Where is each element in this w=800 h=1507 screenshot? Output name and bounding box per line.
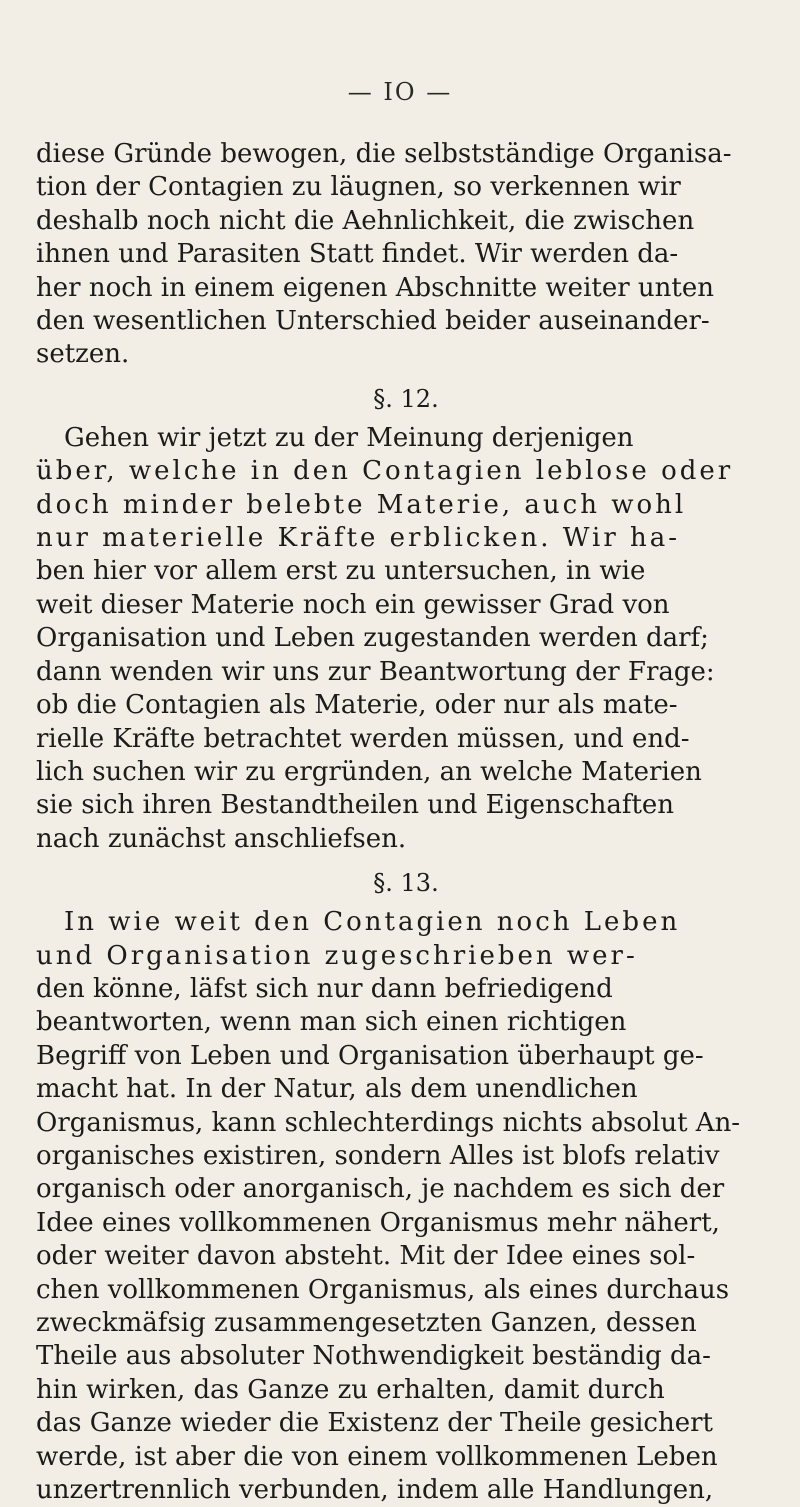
text-line: weit dieser Materie noch ein gewisser Grad von bbox=[36, 589, 670, 620]
text-line: setzen. bbox=[36, 339, 130, 370]
text-line: organisches existiren, sondern Alles ist blofs relativ bbox=[36, 1140, 720, 1171]
text-line: In wie weit den Contagien noch Leben bbox=[64, 907, 681, 938]
text-line: chen vollkommenen Organismus, als eines durchaus bbox=[36, 1274, 730, 1305]
text-line: organisch oder anorganisch, je nachdem es sich der bbox=[36, 1174, 725, 1205]
text-line: Theile aus absoluter Nothwendigkeit beständig da- bbox=[36, 1341, 711, 1372]
section-heading-13: §. 13. bbox=[373, 869, 439, 898]
text-line: unzertrennlich verbunden, indem alle Handlungen, bbox=[36, 1475, 714, 1506]
text-line: Gehen wir jetzt zu der Meinung derjenigen bbox=[64, 422, 634, 453]
paragraph-2 bbox=[36, 422, 776, 856]
text-line: doch minder belebte Materie, auch wohl bbox=[36, 489, 687, 520]
paragraph-3 bbox=[36, 906, 776, 1507]
text-line: ben hier vor allem erst zu untersuchen, in wie bbox=[36, 556, 646, 587]
text-line: ihnen und Parasiten Statt findet. Wir werden da- bbox=[36, 239, 679, 270]
text-line: deshalb noch nicht die Aehnlichkeit, die zwischen bbox=[36, 205, 695, 236]
text-line: Idee eines vollkommenen Organismus mehr nähert, bbox=[36, 1207, 720, 1238]
paragraph-1 bbox=[36, 138, 776, 372]
text-line: oder weiter davon absteht. Mit der Idee eines sol- bbox=[36, 1241, 696, 1272]
text-line: das Ganze wieder die Existenz der Theile gesichert bbox=[36, 1408, 713, 1439]
text-line: nur materielle Kräfte erblicken. Wir ha- bbox=[36, 523, 681, 554]
text-line: den könne, läfst sich nur dann befriedigend bbox=[36, 973, 613, 1004]
text-line: macht hat. In der Natur, als dem unendlichen bbox=[36, 1074, 638, 1105]
text-line: den wesentlichen Unterschied beider auseinander- bbox=[36, 306, 710, 337]
text-line: zweckmäfsig zusammengesetzten Ganzen, dessen bbox=[36, 1308, 697, 1338]
text-line: lich suchen wir zu ergründen, an welche Materien bbox=[36, 756, 702, 787]
text-line: über, welche in den Contagien leblose oder bbox=[36, 456, 734, 487]
text-line: hin wirken, das Ganze zu erhalten, damit durch bbox=[36, 1374, 665, 1405]
text-line: ob die Contagien als Materie, oder nur als mate- bbox=[36, 690, 678, 721]
text-line: diese Gründe bewogen, die selbstständige Organisa- bbox=[36, 139, 732, 169]
text-line: sie sich ihren Bestandtheilen und Eigenschaften bbox=[36, 790, 675, 821]
text-line: her noch in einem eigenen Abschnitte weiter unten bbox=[36, 272, 714, 303]
text-line: dann wenden wir uns zur Beantwortung der Frage: bbox=[36, 656, 715, 687]
text-line: rielle Kräfte betrachtet werden müssen, und end- bbox=[36, 723, 690, 754]
text-line: Organismus, kann schlechterdings nichts absolut An- bbox=[36, 1107, 741, 1138]
text-line: Begriff von Leben und Organisation überhaupt ge- bbox=[36, 1040, 704, 1071]
text-line: tion der Contagien zu läugnen, so verkennen wir bbox=[36, 172, 681, 203]
text-line: Organisation und Leben zugestanden werden darf; bbox=[36, 623, 709, 654]
page-text bbox=[36, 138, 776, 1507]
text-line: und Organisation zugeschrieben wer- bbox=[36, 940, 638, 971]
section-heading-12: §. 12. bbox=[373, 384, 439, 413]
text-line: beantworten, wenn man sich einen richtigen bbox=[36, 1007, 627, 1038]
page-number-header: — IO — bbox=[347, 78, 453, 106]
text-line: nach zunächst anschliefsen. bbox=[36, 823, 407, 854]
text-line: werde, ist aber die von einem vollkommenen Leben bbox=[36, 1441, 718, 1472]
